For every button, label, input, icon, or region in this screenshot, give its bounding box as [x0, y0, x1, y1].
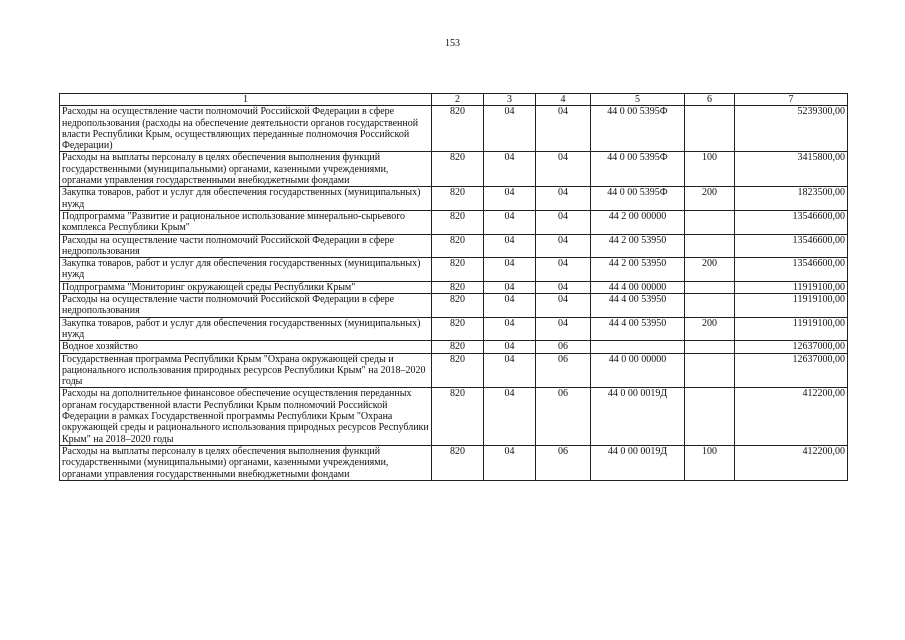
cell-subsection: 04	[536, 317, 591, 341]
cell-ministry-code: 820	[432, 317, 484, 341]
cell-section: 04	[484, 341, 536, 353]
cell-section: 04	[484, 388, 536, 445]
cell-subsection: 04	[536, 294, 591, 318]
cell-description: Закупка товаров, работ и услуг для обеспечения государственных (муниципальных) нужд	[60, 317, 432, 341]
cell-expense-type: 200	[685, 258, 735, 282]
cell-description: Расходы на осуществление части полномочий Российской Федерации в сфере недропользования (расходы на обеспечение деятельности органов государственной власти Республики Крым, осуществляющих переданные полномочия Российской Федерации)	[60, 106, 432, 152]
cell-expense-type	[685, 234, 735, 258]
col-header-3: 3	[484, 94, 536, 106]
cell-amount: 13546600,00	[735, 234, 848, 258]
table-row	[60, 353, 848, 388]
cell-ministry-code: 820	[432, 210, 484, 234]
table-row	[60, 152, 848, 187]
cell-expense-type: 200	[685, 317, 735, 341]
cell-amount: 13546600,00	[735, 210, 848, 234]
cell-target-article: 44 2 00 53950	[591, 234, 685, 258]
cell-description: Расходы на дополнительное финансовое обеспечение осуществления переданных органам государственной власти Республики Крым полномочий Российской Федерации в рамках Государственной программы Республики Крым "Охрана окружающей среды и рационального использования природных ресурсов Республики Крым" на 2018–2020 годы	[60, 388, 432, 445]
cell-subsection: 04	[536, 258, 591, 282]
cell-target-article: 44 2 00 00000	[591, 210, 685, 234]
cell-section: 04	[484, 294, 536, 318]
cell-section: 04	[484, 234, 536, 258]
cell-subsection: 04	[536, 187, 591, 211]
cell-subsection: 04	[536, 210, 591, 234]
cell-ministry-code: 820	[432, 152, 484, 187]
cell-section: 04	[484, 187, 536, 211]
cell-description: Расходы на осуществление части полномочий Российской Федерации в сфере недропользования	[60, 234, 432, 258]
col-header-2: 2	[432, 94, 484, 106]
cell-subsection: 06	[536, 445, 591, 480]
cell-subsection: 06	[536, 388, 591, 445]
cell-amount: 13546600,00	[735, 258, 848, 282]
cell-target-article: 44 0 00 0019Д	[591, 445, 685, 480]
cell-amount: 11919100,00	[735, 281, 848, 293]
cell-ministry-code: 820	[432, 106, 484, 152]
cell-description: Расходы на выплаты персоналу в целях обеспечения выполнения функций государственными (муниципальными) органами, казенными учреждениями, органами управления государственными внебюджетными фондами	[60, 152, 432, 187]
cell-amount: 5239300,00	[735, 106, 848, 152]
cell-target-article: 44 0 00 5395Ф	[591, 152, 685, 187]
cell-amount: 12637000,00	[735, 341, 848, 353]
cell-expense-type	[685, 281, 735, 293]
cell-target-article: 44 4 00 00000	[591, 281, 685, 293]
header-row	[60, 94, 848, 106]
cell-expense-type	[685, 210, 735, 234]
cell-description: Подпрограмма "Мониторинг окружающей среды Республики Крым"	[60, 281, 432, 293]
cell-expense-type	[685, 341, 735, 353]
cell-target-article	[591, 341, 685, 353]
cell-section: 04	[484, 353, 536, 388]
cell-description: Закупка товаров, работ и услуг для обеспечения государственных (муниципальных) нужд	[60, 258, 432, 282]
cell-section: 04	[484, 317, 536, 341]
cell-section: 04	[484, 445, 536, 480]
cell-target-article: 44 0 00 0019Д	[591, 388, 685, 445]
table-row	[60, 187, 848, 211]
cell-expense-type	[685, 294, 735, 318]
cell-subsection: 04	[536, 281, 591, 293]
cell-subsection: 06	[536, 353, 591, 388]
cell-target-article: 44 0 00 5395Ф	[591, 187, 685, 211]
cell-section: 04	[484, 152, 536, 187]
table-row	[60, 210, 848, 234]
cell-subsection: 04	[536, 152, 591, 187]
cell-expense-type	[685, 106, 735, 152]
cell-expense-type	[685, 388, 735, 445]
table-row	[60, 294, 848, 318]
cell-description: Подпрограмма "Развитие и рациональное использование минерально-сырьевого комплекса Республики Крым"	[60, 210, 432, 234]
cell-subsection: 04	[536, 234, 591, 258]
cell-ministry-code: 820	[432, 187, 484, 211]
cell-amount: 412200,00	[735, 445, 848, 480]
cell-description: Расходы на выплаты персоналу в целях обеспечения выполнения функций государственными (муниципальными) органами, казенными учреждениями, органами управления государственными внебюджетными фондами	[60, 445, 432, 480]
cell-ministry-code: 820	[432, 445, 484, 480]
col-header-7: 7	[735, 94, 848, 106]
col-header-6: 6	[685, 94, 735, 106]
table-row	[60, 234, 848, 258]
cell-ministry-code: 820	[432, 353, 484, 388]
cell-section: 04	[484, 258, 536, 282]
table-row	[60, 317, 848, 341]
cell-expense-type: 200	[685, 187, 735, 211]
cell-amount: 1823500,00	[735, 187, 848, 211]
cell-description: Государственная программа Республики Крым "Охрана окружающей среды и рационального использования природных ресурсов Республики Крым" на 2018–2020 годы	[60, 353, 432, 388]
cell-expense-type: 100	[685, 152, 735, 187]
cell-target-article: 44 0 00 00000	[591, 353, 685, 388]
cell-target-article: 44 2 00 53950	[591, 258, 685, 282]
cell-subsection: 04	[536, 106, 591, 152]
cell-ministry-code: 820	[432, 281, 484, 293]
cell-expense-type	[685, 353, 735, 388]
cell-section: 04	[484, 106, 536, 152]
cell-target-article: 44 4 00 53950	[591, 317, 685, 341]
cell-ministry-code: 820	[432, 341, 484, 353]
cell-ministry-code: 820	[432, 234, 484, 258]
cell-section: 04	[484, 281, 536, 293]
cell-ministry-code: 820	[432, 258, 484, 282]
cell-amount: 11919100,00	[735, 294, 848, 318]
table-row	[60, 258, 848, 282]
table-row	[60, 445, 848, 480]
cell-expense-type: 100	[685, 445, 735, 480]
cell-target-article: 44 4 00 53950	[591, 294, 685, 318]
col-header-1: 1	[60, 94, 432, 106]
cell-amount: 11919100,00	[735, 317, 848, 341]
table-row	[60, 281, 848, 293]
cell-amount: 3415800,00	[735, 152, 848, 187]
budget-table	[59, 93, 848, 481]
table-row	[60, 106, 848, 152]
cell-amount: 12637000,00	[735, 353, 848, 388]
cell-ministry-code: 820	[432, 388, 484, 445]
cell-amount: 412200,00	[735, 388, 848, 445]
table-row	[60, 341, 848, 353]
page-number: 153	[445, 38, 460, 49]
cell-subsection: 06	[536, 341, 591, 353]
cell-description: Водное хозяйство	[60, 341, 432, 353]
cell-ministry-code: 820	[432, 294, 484, 318]
cell-description: Закупка товаров, работ и услуг для обеспечения государственных (муниципальных) нужд	[60, 187, 432, 211]
col-header-4: 4	[536, 94, 591, 106]
cell-target-article: 44 0 00 5395Ф	[591, 106, 685, 152]
cell-section: 04	[484, 210, 536, 234]
cell-description: Расходы на осуществление части полномочий Российской Федерации в сфере недропользования	[60, 294, 432, 318]
table-row	[60, 388, 848, 445]
col-header-5: 5	[591, 94, 685, 106]
